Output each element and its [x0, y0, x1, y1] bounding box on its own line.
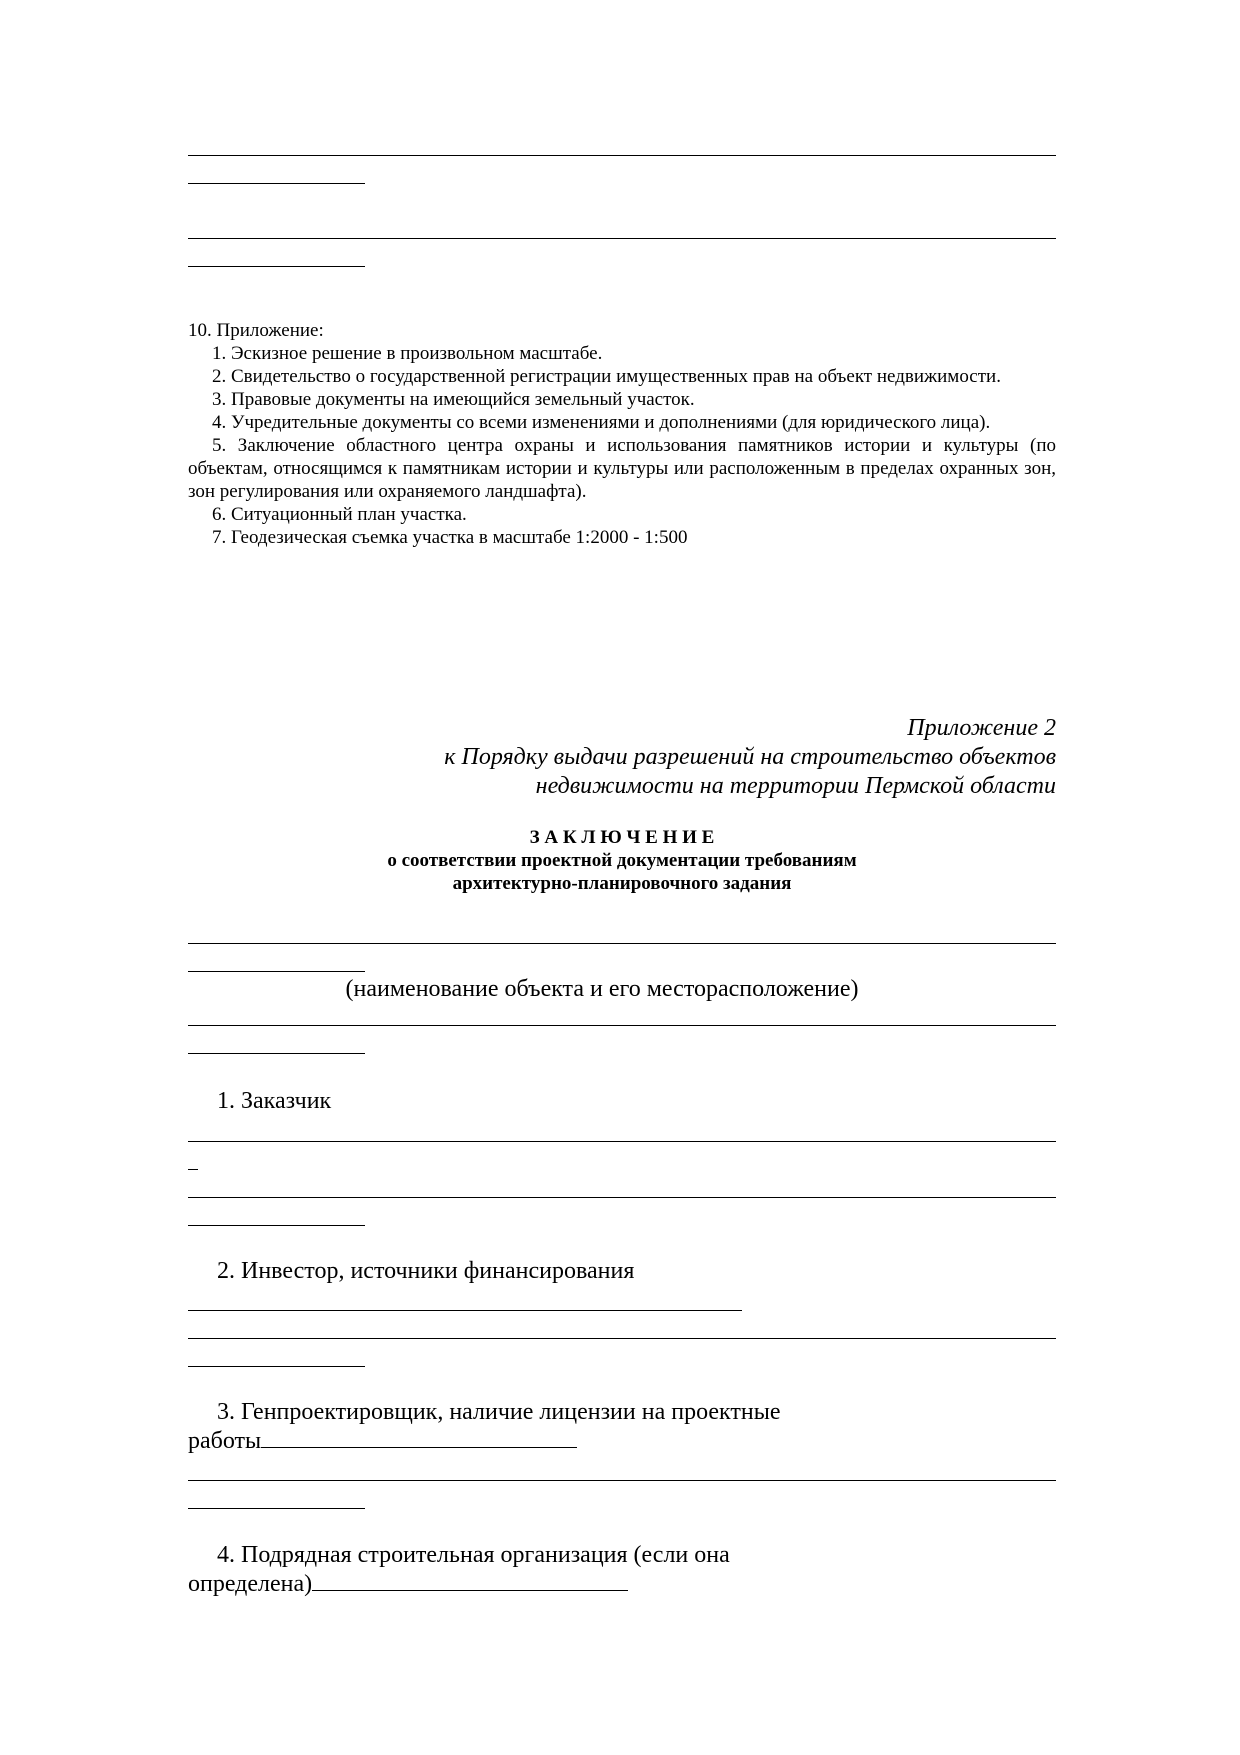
blank-line	[188, 1025, 1056, 1026]
blank-line	[188, 155, 1056, 156]
contractor-label-text: определена)	[188, 1571, 313, 1597]
annex-title: Приложение 2	[907, 715, 1056, 741]
appendix-item: 6. Ситуационный план участка.	[212, 504, 467, 525]
appendix-item: 4. Учредительные документы со всеми изменениями и дополнениями (для юридического лица).	[212, 412, 991, 433]
blank-line-short	[188, 1225, 365, 1226]
blank-line-group	[188, 238, 1056, 267]
designer-extra-field[interactable]	[188, 1480, 1056, 1509]
conclusion-subtitle: о соответствии проектной документации требованиям	[387, 850, 857, 871]
appendix-item: 1. Эскизное решение в произвольном масштабе.	[212, 343, 603, 364]
designer-label-line: 3. Генпроектировщик, наличие лицензии на проектные	[217, 1399, 781, 1425]
blank-line	[188, 1141, 1056, 1142]
appendix-item: 7. Геодезическая съемка участка в масштабе 1:2000 - 1:500	[212, 527, 688, 548]
blank-line-short	[188, 971, 365, 972]
designer-field[interactable]	[261, 1446, 577, 1448]
blank-line-tick	[188, 1169, 198, 1170]
customer-field[interactable]	[188, 1141, 1056, 1226]
designer-label-line	[188, 1427, 1056, 1456]
conclusion-title: З А К Л Ю Ч Е Н И Е	[529, 827, 715, 848]
investor-label: 2. Инвестор, источники финансирования	[217, 1258, 635, 1284]
blank-line	[188, 238, 1056, 239]
contractor-label-line	[188, 1570, 1056, 1599]
appendix-item: 2. Свидетельство о государственной регистрации имущественных прав на объект недвижимости.	[212, 366, 1001, 387]
contractor-label	[188, 1541, 1056, 1599]
blank-line	[188, 1480, 1056, 1481]
annex-subtitle: к Порядку выдачи разрешений на строительство объектов	[444, 744, 1056, 770]
blank-line-group	[188, 155, 1056, 184]
object-location-field[interactable]	[188, 1025, 1056, 1054]
blank-line	[188, 1310, 742, 1311]
annex-header	[188, 714, 1056, 801]
designer-label	[188, 1398, 1056, 1456]
designer-label-text: работы	[188, 1428, 262, 1454]
blank-line	[188, 1338, 1056, 1339]
blank-line-short	[188, 1053, 365, 1054]
conclusion-subtitle: архитектурно-планировочного задания	[452, 873, 792, 894]
appendix-heading: 10. Приложение:	[188, 320, 324, 341]
object-caption: (наименование объекта и его месторасположение)	[345, 976, 859, 1002]
contractor-label-line: 4. Подрядная строительная организация (если она	[217, 1542, 730, 1568]
blank-line-short	[188, 183, 365, 184]
contractor-field[interactable]	[312, 1589, 628, 1591]
appendix-list	[188, 319, 1056, 549]
customer-label: 1. Заказчик	[217, 1088, 332, 1114]
conclusion-title-block	[188, 826, 1056, 895]
blank-line-short	[188, 1366, 365, 1367]
blank-line-short	[188, 266, 365, 267]
blank-line	[188, 1197, 1056, 1198]
blank-line-short	[188, 1508, 365, 1509]
blank-line	[188, 943, 1056, 944]
investor-field[interactable]	[188, 1310, 1056, 1367]
appendix-item: 3. Правовые документы на имеющийся земельный участок.	[212, 389, 695, 410]
object-name-field[interactable]	[188, 943, 1056, 972]
appendix-item: 5. Заключение областного центра охраны и использования памятников истории и культуры (по объектам, относящимся к памятникам истории и культуры или расположенным в пределах охранных зон, зон регулирования или охраняемого ландшафта).	[188, 435, 1056, 502]
annex-subtitle: недвижимости на территории Пермской области	[535, 773, 1056, 799]
